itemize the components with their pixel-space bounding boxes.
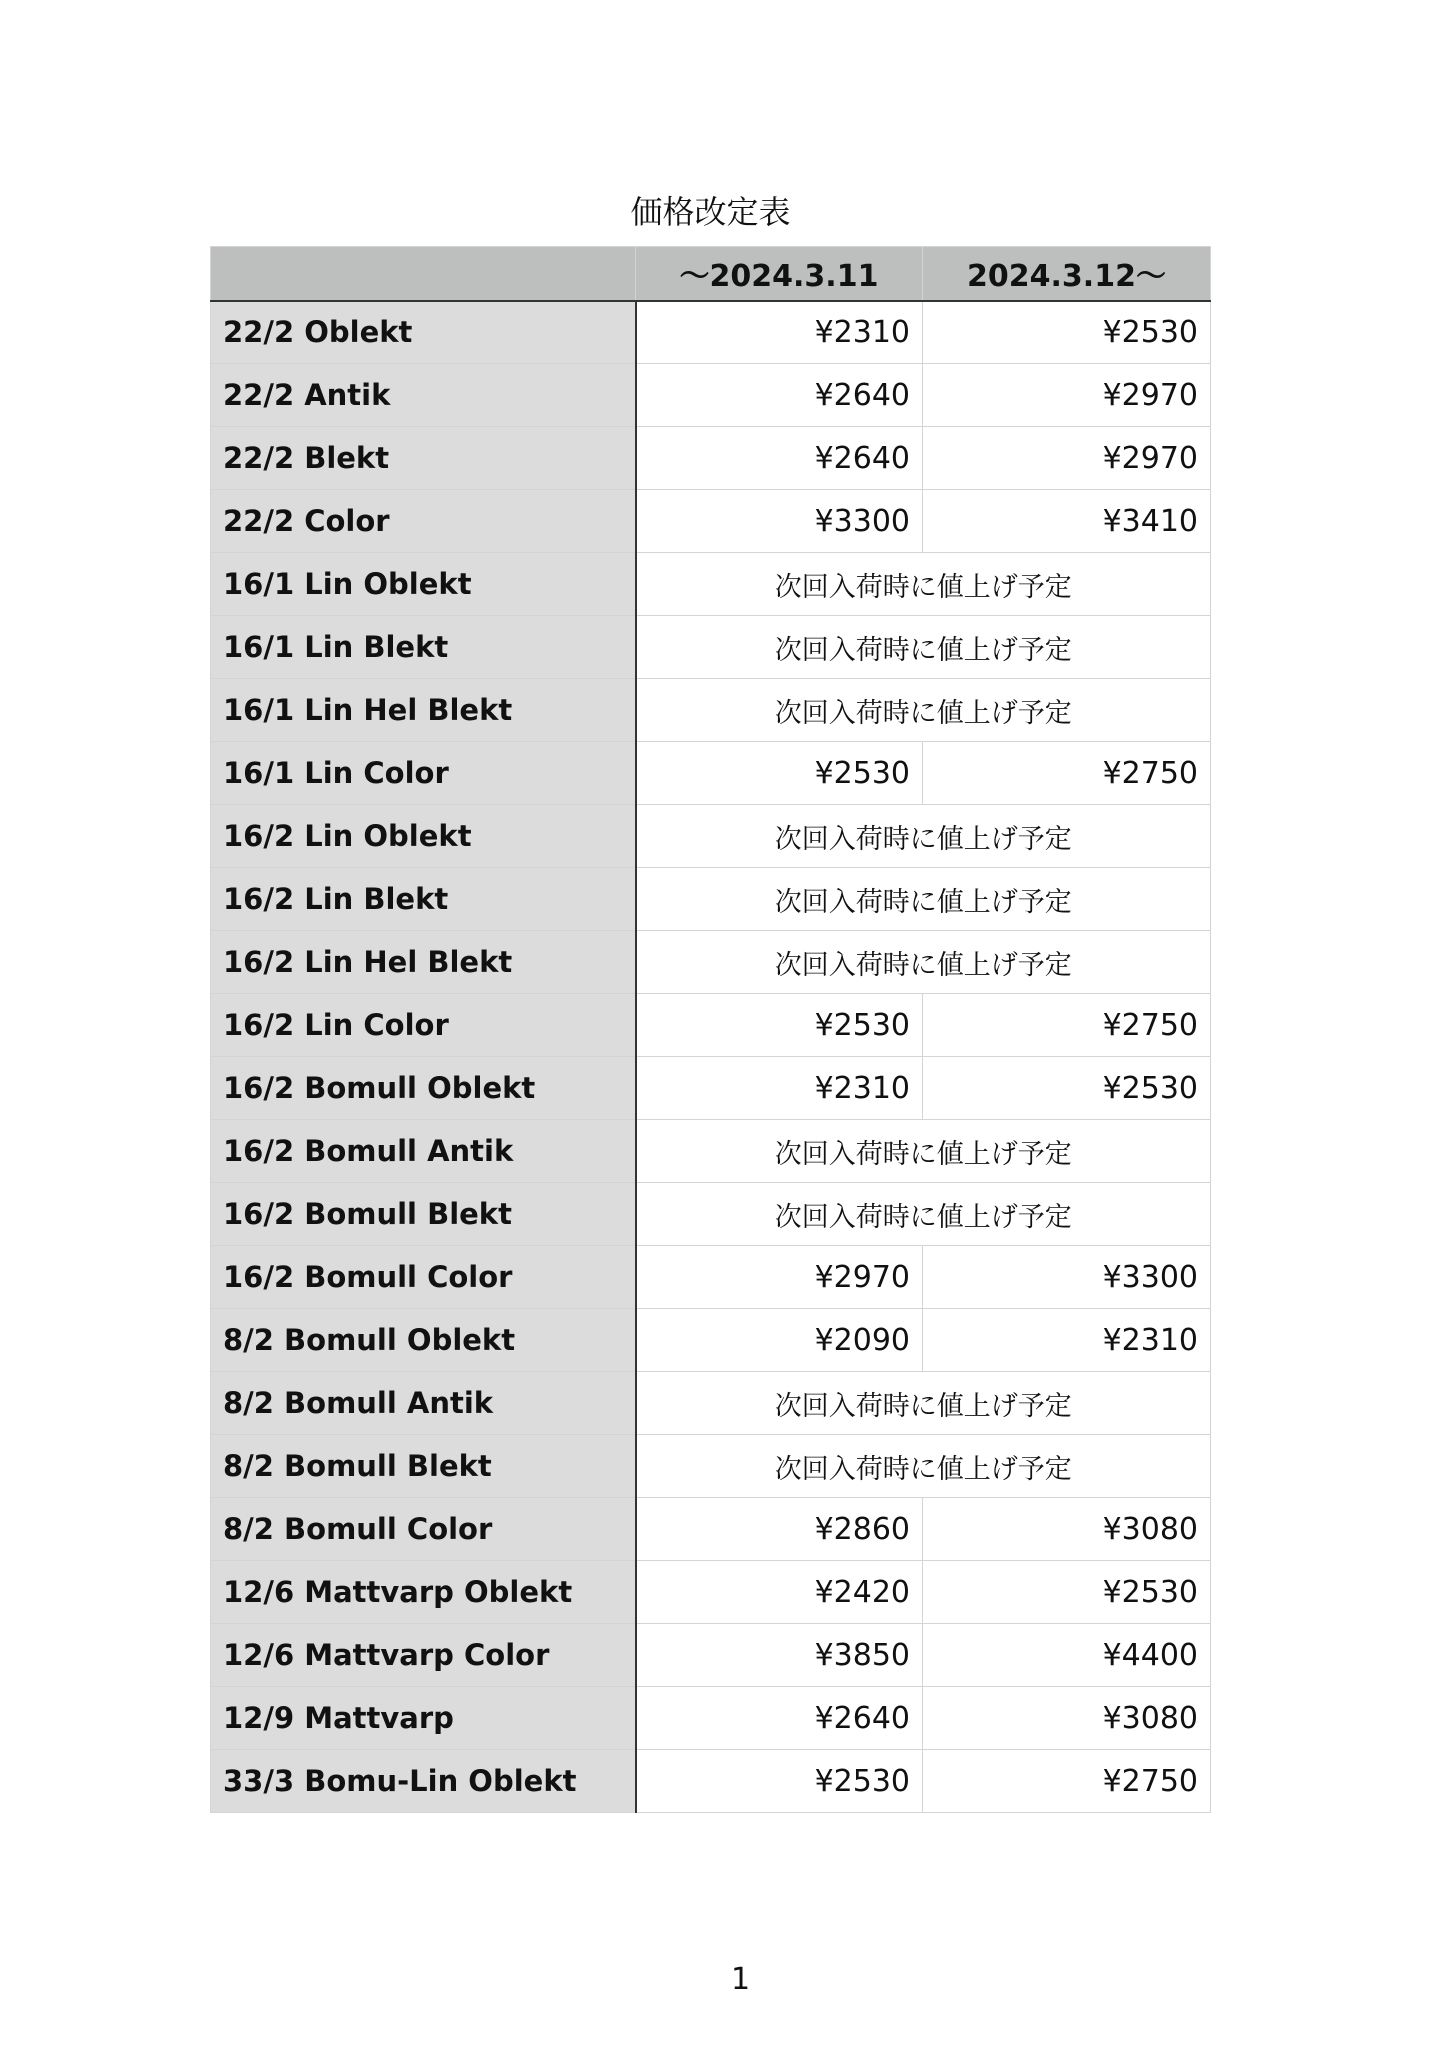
product-name-cell: 12/6 Mattvarp Color — [211, 1624, 636, 1687]
product-name-cell: 16/2 Lin Blekt — [211, 868, 636, 931]
product-name-cell: 22/2 Blekt — [211, 427, 636, 490]
new-price-cell: ¥3080 — [923, 1498, 1211, 1561]
price-notice-cell: 次回入荷時に値上げ予定 — [636, 1120, 1211, 1183]
table-row — [211, 868, 1211, 931]
new-price-cell: ¥2530 — [923, 1057, 1211, 1120]
old-price-cell: ¥2860 — [636, 1498, 923, 1561]
product-name-cell: 16/1 Lin Hel Blekt — [211, 679, 636, 742]
price-notice-cell: 次回入荷時に値上げ予定 — [636, 1435, 1211, 1498]
table-row — [211, 1372, 1211, 1435]
old-price-cell: ¥2640 — [636, 427, 923, 490]
product-name-cell: 22/2 Color — [211, 490, 636, 553]
new-price-cell: ¥2310 — [923, 1309, 1211, 1372]
table-row — [211, 1057, 1211, 1120]
table-row — [211, 994, 1211, 1057]
old-price-cell: ¥2420 — [636, 1561, 923, 1624]
table-row — [211, 1561, 1211, 1624]
price-notice-cell: 次回入荷時に値上げ予定 — [636, 805, 1211, 868]
table-row — [211, 616, 1211, 679]
old-price-cell: ¥2310 — [636, 1057, 923, 1120]
product-name-cell: 8/2 Bomull Oblekt — [211, 1309, 636, 1372]
price-notice-cell: 次回入荷時に値上げ予定 — [636, 679, 1211, 742]
new-price-cell: ¥3080 — [923, 1687, 1211, 1750]
new-price-cell: ¥2970 — [923, 364, 1211, 427]
product-name-cell: 16/1 Lin Oblekt — [211, 553, 636, 616]
table-row — [211, 1309, 1211, 1372]
product-name-cell: 16/2 Bomull Antik — [211, 1120, 636, 1183]
table-row — [211, 427, 1211, 490]
table-row — [211, 1246, 1211, 1309]
new-price-cell: ¥2750 — [923, 742, 1211, 805]
new-price-cell: ¥2530 — [923, 301, 1211, 364]
price-notice-cell: 次回入荷時に値上げ予定 — [636, 868, 1211, 931]
product-name-cell: 16/2 Lin Color — [211, 994, 636, 1057]
table-row — [211, 1498, 1211, 1561]
table-row — [211, 490, 1211, 553]
old-price-cell: ¥3850 — [636, 1624, 923, 1687]
table-row — [211, 553, 1211, 616]
product-name-cell: 12/9 Mattvarp — [211, 1687, 636, 1750]
table-header — [211, 247, 1211, 301]
price-notice-cell: 次回入荷時に値上げ予定 — [636, 1372, 1211, 1435]
table-row — [211, 1120, 1211, 1183]
table-body — [211, 301, 1211, 1813]
new-price-cell: ¥4400 — [923, 1624, 1211, 1687]
product-name-cell: 16/1 Lin Blekt — [211, 616, 636, 679]
table-row — [211, 931, 1211, 994]
new-price-cell: ¥2970 — [923, 427, 1211, 490]
header-after-date: 2024.3.12〜 — [923, 247, 1211, 301]
old-price-cell: ¥2530 — [636, 742, 923, 805]
document-title: 価格改定表 — [630, 193, 791, 231]
header-product — [211, 247, 636, 301]
price-revision-table — [210, 246, 1211, 1813]
table-row — [211, 364, 1211, 427]
old-price-cell: ¥2530 — [636, 994, 923, 1057]
product-name-cell: 16/1 Lin Color — [211, 742, 636, 805]
product-name-cell: 16/2 Bomull Oblekt — [211, 1057, 636, 1120]
old-price-cell: ¥2090 — [636, 1309, 923, 1372]
price-notice-cell: 次回入荷時に値上げ予定 — [636, 616, 1211, 679]
product-name-cell: 16/2 Lin Oblekt — [211, 805, 636, 868]
product-name-cell: 16/2 Lin Hel Blekt — [211, 931, 636, 994]
table-row — [211, 805, 1211, 868]
table-row — [211, 1435, 1211, 1498]
table-row — [211, 1183, 1211, 1246]
product-name-cell: 16/2 Bomull Color — [211, 1246, 636, 1309]
table-row — [211, 1687, 1211, 1750]
product-name-cell: 12/6 Mattvarp Oblekt — [211, 1561, 636, 1624]
product-name-cell: 22/2 Oblekt — [211, 301, 636, 364]
table-row — [211, 1750, 1211, 1813]
price-notice-cell: 次回入荷時に値上げ予定 — [636, 1183, 1211, 1246]
new-price-cell: ¥2750 — [923, 994, 1211, 1057]
old-price-cell: ¥2640 — [636, 364, 923, 427]
table-row — [211, 679, 1211, 742]
old-price-cell: ¥2530 — [636, 1750, 923, 1813]
product-name-cell: 8/2 Bomull Antik — [211, 1372, 636, 1435]
new-price-cell: ¥2750 — [923, 1750, 1211, 1813]
page-number: 1 — [730, 1962, 751, 1997]
product-name-cell: 22/2 Antik — [211, 364, 636, 427]
product-name-cell: 8/2 Bomull Blekt — [211, 1435, 636, 1498]
old-price-cell: ¥2640 — [636, 1687, 923, 1750]
product-name-cell: 16/2 Bomull Blekt — [211, 1183, 636, 1246]
old-price-cell: ¥2310 — [636, 301, 923, 364]
table-row — [211, 301, 1211, 364]
new-price-cell: ¥3410 — [923, 490, 1211, 553]
new-price-cell: ¥2530 — [923, 1561, 1211, 1624]
header-before-date: 〜2024.3.11 — [636, 247, 923, 301]
header-row — [211, 247, 1211, 301]
old-price-cell: ¥3300 — [636, 490, 923, 553]
table-row — [211, 1624, 1211, 1687]
price-notice-cell: 次回入荷時に値上げ予定 — [636, 931, 1211, 994]
new-price-cell: ¥3300 — [923, 1246, 1211, 1309]
old-price-cell: ¥2970 — [636, 1246, 923, 1309]
price-notice-cell: 次回入荷時に値上げ予定 — [636, 553, 1211, 616]
product-name-cell: 8/2 Bomull Color — [211, 1498, 636, 1561]
table-row — [211, 742, 1211, 805]
product-name-cell: 33/3 Bomu-Lin Oblekt — [211, 1750, 636, 1813]
